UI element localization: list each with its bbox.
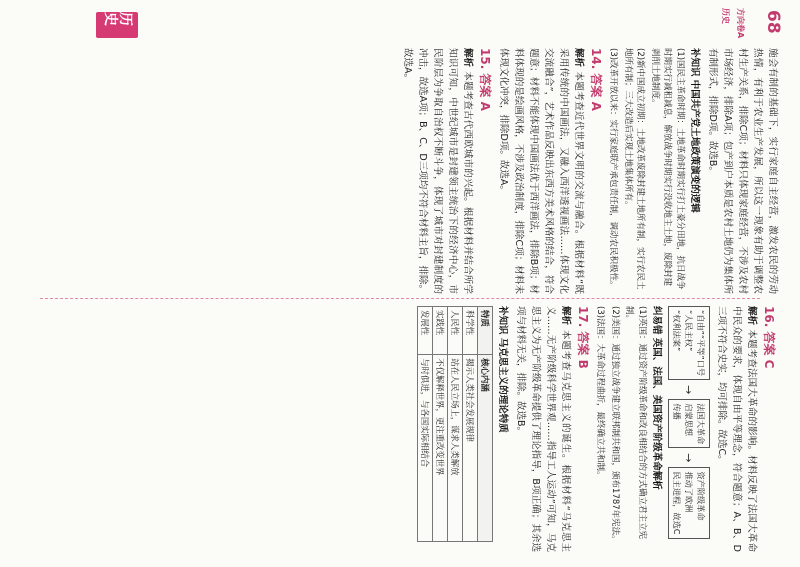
table-cell: 发展性 bbox=[418, 307, 433, 355]
flow-text: “权利法案” bbox=[672, 310, 682, 352]
analysis-label: 解析 bbox=[573, 48, 584, 68]
answer-17: 17. 答案 B bbox=[576, 306, 590, 369]
page-number: 68 bbox=[763, 10, 783, 34]
mistake-item: (1)英国：通过资产阶级革命和改良相结合的方式确立君主立宪制。 bbox=[624, 306, 647, 540]
mistake-item: (3)法国：大革命过程曲折，最终确立共和制。 bbox=[595, 306, 606, 480]
flow-text: 资产阶级革命 bbox=[696, 471, 706, 521]
flow-text: 启蒙思想 bbox=[684, 403, 694, 437]
knowledge-item: (3)改革开放以来：实行家庭联产承包责任制，调动农民积极性。 bbox=[608, 48, 619, 290]
table-row bbox=[433, 307, 448, 542]
flow-text: 民主进程，故选C bbox=[672, 471, 682, 535]
table-cell: 站在人民立场上，谋求人类解放 bbox=[448, 355, 463, 542]
traits-table bbox=[417, 306, 493, 542]
table-cell: 与时俱进，与各国实际相结合 bbox=[418, 355, 433, 542]
flow-text: 传播 bbox=[672, 403, 682, 420]
flow-text: “自由”“平等”口号 bbox=[696, 310, 706, 377]
table-heading: 补知识 马克思主义的理论特质 bbox=[497, 306, 508, 433]
running-head: 方向卷A 历史 bbox=[721, 8, 745, 39]
analysis-15: 本题考查古代西欧城市的兴起。根据材料并结合所学知识可知，中世纪城市是封建领主统治下的经济中心，市民阶层为争取自治权不断斗争，体现了城市对封建制度的冲击，故选A项；B、C、D三项均不符合材料主旨，排除。故选A。 bbox=[402, 48, 473, 294]
table-header-row bbox=[478, 307, 493, 542]
flow-box-left bbox=[668, 306, 710, 380]
table-cell: 人民性 bbox=[448, 307, 463, 355]
column-divider bbox=[40, 298, 760, 299]
analysis-17: 本题考查马克思主义的诞生。根据材料“马克思主义……无产阶级科学世界观……指导工人运动”可知，马克思主义为无产阶级革命提供了理论指导，B项正确；其余选项与材料无关，排除。故选B。 bbox=[515, 306, 571, 552]
answer-14: 14. 答案 A bbox=[589, 48, 603, 111]
right-column bbox=[20, 306, 780, 552]
mistake-box-heading: 纠易错 英国、法国、美国资产阶级革命解析 bbox=[651, 306, 662, 490]
subject-tab: 历史 bbox=[96, 12, 138, 38]
analysis-label: 解析 bbox=[746, 306, 757, 326]
flow-text: 法国大革命 bbox=[696, 403, 706, 445]
analysis-label: 解析 bbox=[560, 306, 571, 326]
answer-15: 15. 答案 A bbox=[478, 48, 492, 111]
column-header: 特质 bbox=[478, 307, 493, 355]
margin-strip bbox=[0, 0, 800, 44]
flow-text: “人民主权” bbox=[684, 310, 694, 352]
table-row bbox=[418, 307, 433, 542]
table-cell: 不仅解释世界，更注重改变世界 bbox=[433, 355, 448, 542]
analysis-16: 本题考查法国大革命的影响。材料反映了法国大革命中民众的要求，体现自由平等理念，符合题意；A、B、D三项不符合史实，均可排除。故选C。 bbox=[716, 306, 757, 552]
table-row bbox=[448, 307, 463, 542]
arrow-right-icon: → bbox=[682, 385, 696, 395]
table-cell: 揭示人类社会发展规律 bbox=[463, 355, 478, 542]
answer-16: 16. 答案 C bbox=[762, 306, 776, 369]
table-cell: 实践性 bbox=[433, 307, 448, 355]
flow-diagram bbox=[668, 306, 710, 552]
analysis-label: 解析 bbox=[462, 48, 473, 68]
knowledge-item: (2)新中国成立初期：土地改革废除封建土地所有制，实行农民土地所有制；三大改造后实现土地集体所有。 bbox=[623, 48, 646, 290]
flow-box-middle bbox=[668, 399, 710, 448]
knowledge-item: (1)国民主革命时期：土地革命时期实行打土豪分田地，抗日战争时期实行减租减息，解放战争时期实行没收地主土地，废除封建剥削土地制度。 bbox=[650, 48, 685, 290]
analysis-14: 本题考查近代世界文明的交流与融合。根据材料“既采用传统的中国画法，又融入西洋透视画法……体现文化交流融合”，艺术作品反映出东西方美术风格的结合，符合题意；材料不能体现中国画法优于西洋画法，排除B项；材料体现的是绘画风格，不涉及政治制度，排除C项；材料未体现文化冲突，排除D项。故选A。 bbox=[498, 48, 584, 294]
top-snippet: 施会有制的基础下，实行家庭自主经营，激发农民的劳动热情，有利于农业生产发展，所以这一现象有助于调整农村生产关系，排除C项；材料只体现家庭经营，不涉及农村市场经济，排除A项；包产到户本质是农村土地仍为集体所有制形式，排除D项。故选B。 bbox=[707, 48, 778, 294]
left-column bbox=[20, 48, 780, 294]
knowledge-box-heading: 补知识 中国共产党土地政策演变的逻辑 bbox=[689, 48, 700, 213]
column-header: 核心内涵 bbox=[478, 355, 493, 542]
flow-box-right bbox=[668, 467, 710, 538]
arrow-right-icon: → bbox=[682, 453, 696, 463]
mistake-item: (2)美国：通过独立战争建立联邦制共和国，颁布1787年宪法。 bbox=[610, 306, 620, 544]
table-cell: 科学性 bbox=[463, 307, 478, 355]
table-row bbox=[463, 307, 478, 542]
flow-text: 推动了欧洲 bbox=[684, 471, 694, 513]
